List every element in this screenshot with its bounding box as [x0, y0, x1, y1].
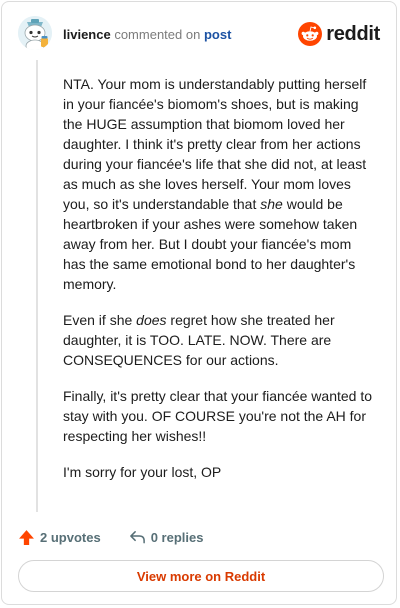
comment-paragraph: NTA. Your mom is understandably putting herself in your fiancée's biomom's shoes, but is making the HUGE assumption that biomom loved her daughter. I think it's pretty clear from her actions during your fiancée's life that she did not, at least as much as she loves herself. Your mom loves you, so it's understandable that she would be heartbroken if your ashes were somehow taken away from her. But I doubt your fiancée's mom has the same emotional bond to her daughter's memory. [63, 76, 367, 292]
reddit-snoo-icon [298, 22, 322, 46]
upvote-button[interactable] [18, 529, 101, 546]
thread-line [36, 60, 38, 512]
comment-header [18, 16, 380, 52]
comment-meta [63, 27, 231, 43]
comment-body [63, 74, 375, 498]
comment-paragraph: I'm sorry for your lost, OP [63, 464, 222, 480]
reply-arrow-icon [129, 529, 146, 545]
post-link[interactable]: post [203, 27, 232, 42]
upvote-count: 2 upvotes [40, 529, 101, 545]
replies-button[interactable] [129, 529, 204, 545]
username-link[interactable]: livience [63, 27, 111, 42]
user-avatar[interactable] [18, 16, 52, 50]
comment-paragraph: Finally, it's pretty clear that your fiancée wanted to stay with you. OF COURSE you're not the AH for respecting her wishes!! [63, 388, 373, 444]
reply-count: 0 replies [150, 529, 204, 545]
upvote-arrow-icon [18, 529, 35, 546]
reddit-wordmark: reddit [326, 22, 380, 45]
commented-on-text: commented on [114, 27, 201, 42]
comment-embed-card [1, 1, 397, 605]
view-more-button[interactable]: View more on Reddit [18, 560, 384, 592]
comment-paragraph: Even if she does regret how she treated her daughter, it is TOO. LATE. NOW. There are CONSEQUENCES for our actions. [63, 312, 335, 368]
snoo-avatar-icon [18, 16, 52, 50]
reddit-logo[interactable] [298, 22, 380, 46]
comment-footer [18, 526, 203, 548]
